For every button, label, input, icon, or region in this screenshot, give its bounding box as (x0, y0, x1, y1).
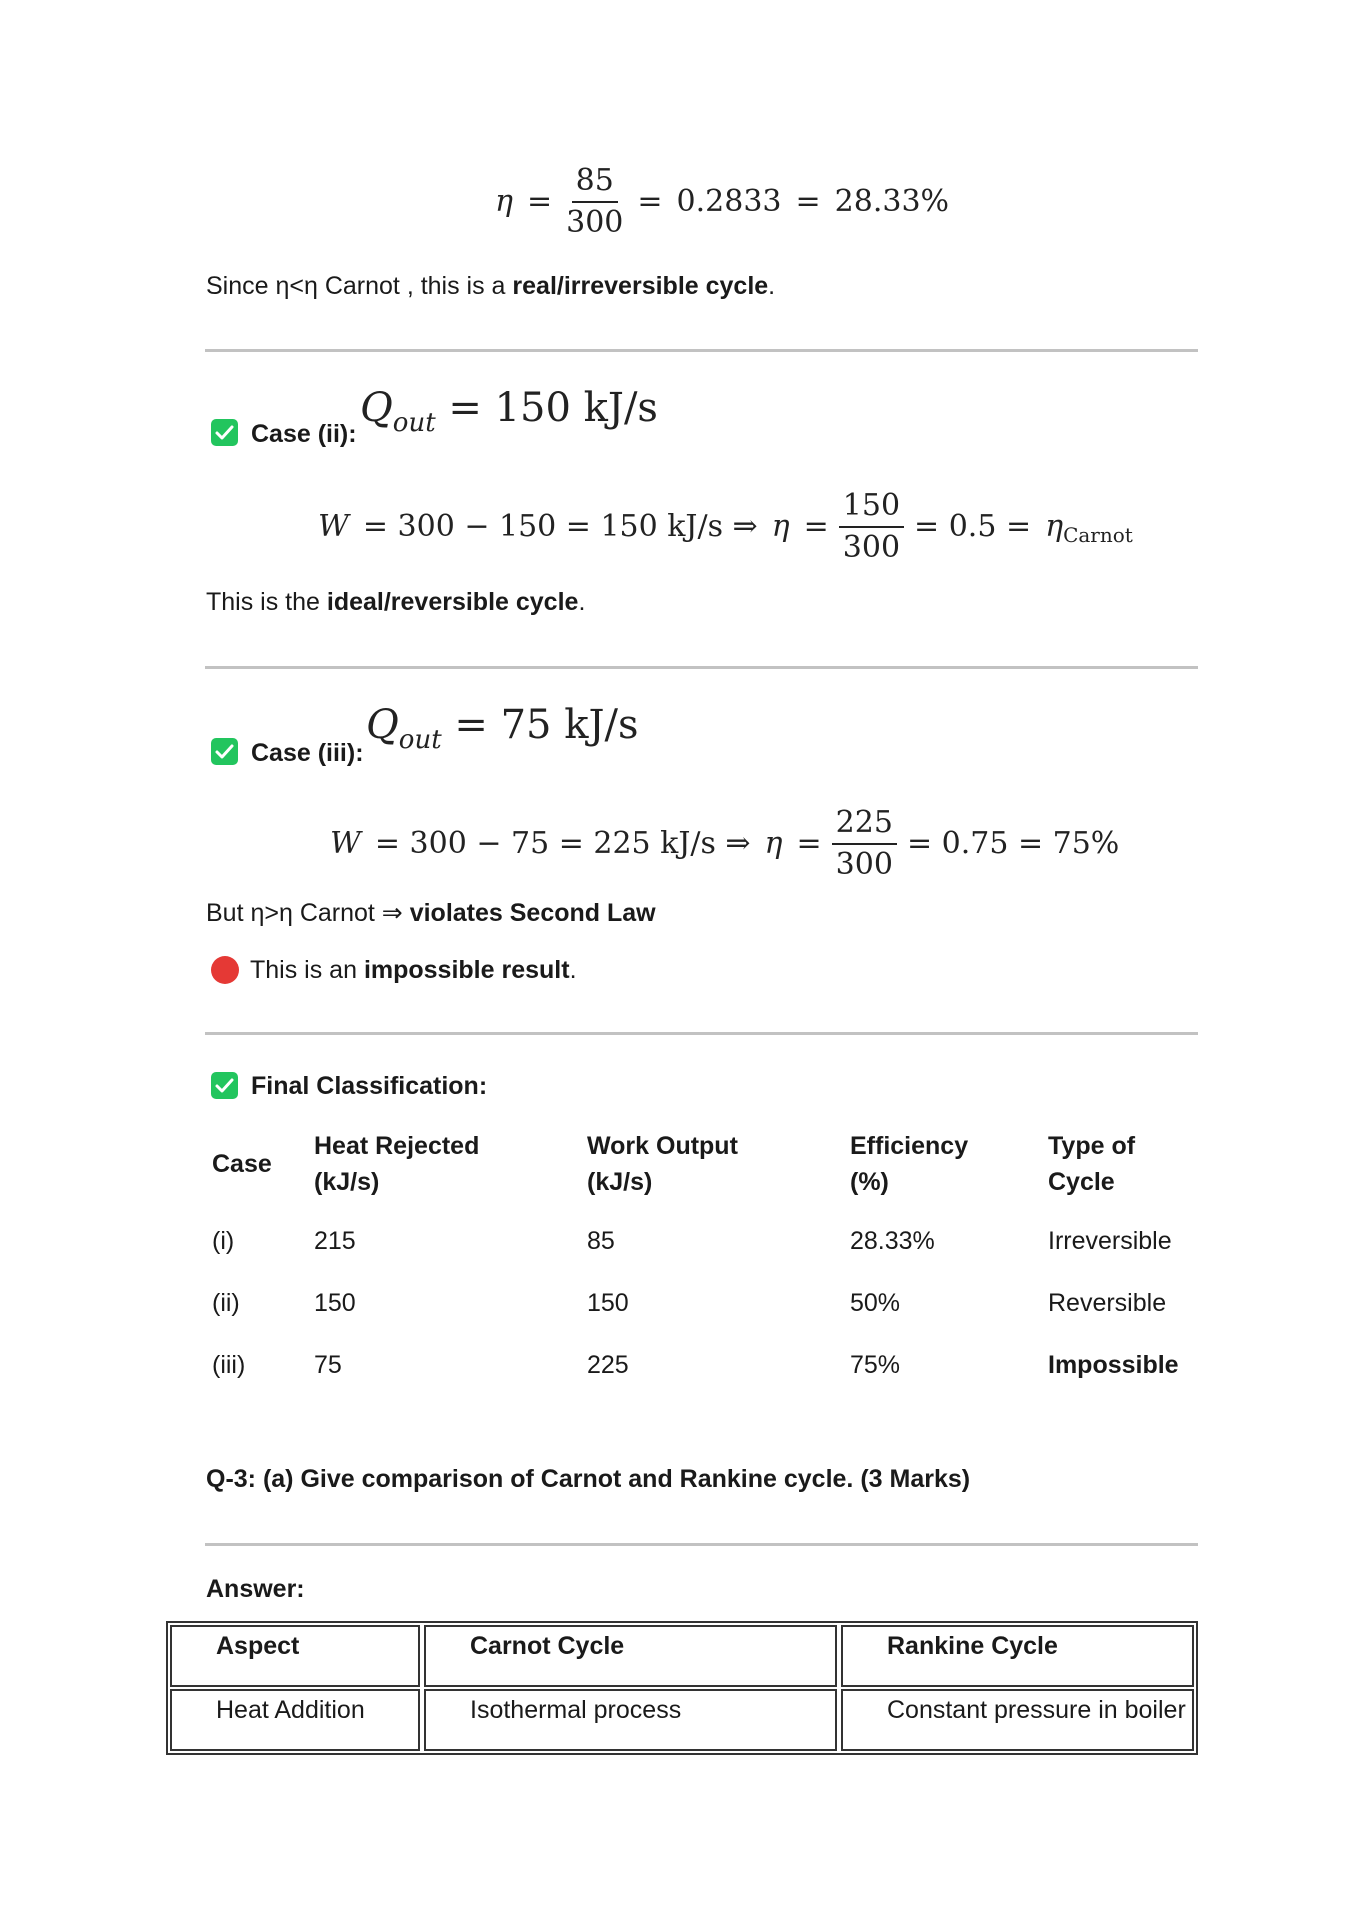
cell-text: Heat Addition (216, 1696, 365, 1724)
cell-text: Constant pressure in boiler (887, 1696, 1186, 1724)
header-line: Work Output (587, 1132, 738, 1160)
cell-efficiency: 75% (850, 1351, 901, 1379)
efficiency-result: = 0.75 = 75% (906, 826, 1120, 861)
q-subscript: out (392, 408, 436, 438)
header-line: Efficiency (850, 1132, 969, 1160)
q-symbol: Q (360, 385, 393, 431)
divider (205, 349, 1198, 352)
header-carnot-cycle (424, 1625, 837, 1687)
efficiency-decimal: 0.2833 (676, 184, 782, 219)
q-value: = 150 kJ/s (448, 385, 658, 431)
cell-text: Isothermal process (470, 1696, 682, 1724)
divider (205, 666, 1198, 669)
denominator: 300 (842, 529, 901, 565)
answer-label: Answer: (206, 1575, 305, 1603)
cell-heat: 75 (314, 1351, 342, 1379)
eta-symbol: η (1045, 509, 1064, 544)
case-iii-label: Case (iii): (251, 739, 364, 767)
cell-efficiency: 28.33% (850, 1227, 935, 1255)
cell-type: Impossible (1048, 1351, 1179, 1379)
cell-rankine (841, 1689, 1194, 1751)
cell-case: (ii) (212, 1289, 240, 1317)
header-line: (kJ/s) (314, 1168, 380, 1196)
divider (205, 1543, 1198, 1546)
q-out-case-iii (366, 702, 639, 755)
period: . (768, 272, 776, 300)
q-symbol: Q (366, 702, 399, 748)
equals-sign: = (803, 509, 829, 544)
denominator: 300 (835, 846, 893, 882)
numerator: 150 (839, 490, 904, 528)
cell-work: 225 (587, 1351, 629, 1379)
question-heading: Q-3: (a) Give comparison of Carnot and Rankine cycle. (3 Marks) (206, 1465, 971, 1493)
work-symbol: W (318, 509, 349, 544)
header-rankine-cycle (841, 1625, 1194, 1687)
header-case: Case (212, 1150, 272, 1178)
eta-symbol: η (495, 184, 513, 219)
work-calculation: = 300 − 75 = 225 kJ/s ⇒ (374, 826, 751, 861)
note-emphasis: impossible result (363, 956, 570, 984)
case-ii-label: Case (ii): (251, 420, 357, 448)
period: . (578, 588, 586, 616)
header-line: (kJ/s) (587, 1168, 653, 1196)
efficiency-result: = 0.5 = (914, 509, 1032, 544)
cell-case: (i) (212, 1227, 235, 1255)
denominator: 300 (566, 204, 624, 240)
cell-heat: 215 (314, 1227, 356, 1255)
cell-heat: 150 (314, 1289, 356, 1317)
header-line: Cycle (1048, 1168, 1115, 1196)
period: . (569, 956, 577, 984)
header-line: Heat Rejected (314, 1132, 480, 1160)
impossible-note (250, 956, 577, 985)
efficiency-percent: 28.33% (834, 184, 950, 219)
q-out-case-ii (360, 385, 658, 438)
final-classification-title: Final Classification: (251, 1072, 488, 1100)
numerator: 225 (832, 807, 897, 845)
case-ii-conclusion (206, 588, 585, 617)
fraction (839, 490, 904, 563)
cell-type: Irreversible (1048, 1227, 1172, 1255)
checkmark-icon (211, 419, 238, 446)
eta-symbol: η (764, 826, 783, 861)
q-subscript: out (398, 725, 442, 755)
header-line: Type of (1048, 1132, 1136, 1160)
header-work-output (587, 1128, 738, 1200)
cell-text: Aspect (216, 1632, 300, 1660)
efficiency-equation-case-i (495, 165, 949, 238)
cell-work: 150 (587, 1289, 629, 1317)
cell-carnot (424, 1689, 837, 1751)
red-circle-icon (211, 956, 239, 984)
checkmark-icon (211, 1072, 238, 1099)
work-symbol: W (330, 826, 361, 861)
header-efficiency (850, 1128, 968, 1200)
carnot-subscript: Carnot (1063, 522, 1133, 547)
conclusion-text: This is the (206, 588, 327, 616)
cell-type: Reversible (1048, 1289, 1167, 1317)
fraction (832, 807, 897, 880)
eta-symbol: η (771, 509, 790, 544)
equals-sign: = (526, 184, 553, 219)
cell-work: 85 (587, 1227, 615, 1255)
cell-text: Rankine Cycle (887, 1632, 1058, 1660)
equals-sign: = (637, 184, 663, 219)
header-line: (%) (850, 1168, 889, 1196)
checkmark-icon (211, 738, 238, 765)
work-equation-case-ii (318, 490, 1133, 563)
header-aspect (170, 1625, 420, 1687)
work-equation-case-iii (330, 807, 1119, 880)
equals-sign: = (796, 826, 822, 861)
numerator: 85 (572, 165, 618, 203)
equals-sign: = (795, 184, 821, 219)
note-text: But η>η Carnot ⇒ (206, 899, 410, 927)
conclusion-emphasis: real/irreversible cycle (512, 272, 769, 300)
case-i-conclusion (206, 272, 775, 301)
conclusion-text: Since η<η Carnot , this is a (206, 272, 513, 300)
comparison-table (166, 1621, 1198, 1755)
note-text: This is an (250, 956, 364, 984)
note-emphasis: violates Second Law (409, 899, 656, 927)
second-law-note (206, 898, 656, 928)
fraction (562, 165, 627, 238)
cell-aspect (170, 1689, 420, 1751)
q-value: = 75 kJ/s (454, 702, 639, 748)
conclusion-emphasis: ideal/reversible cycle (326, 588, 579, 616)
work-calculation: = 300 − 150 = 150 kJ/s ⇒ (362, 509, 758, 544)
header-heat-rejected (314, 1128, 479, 1200)
cell-case: (iii) (212, 1351, 246, 1379)
divider (205, 1032, 1198, 1035)
cell-efficiency: 50% (850, 1289, 901, 1317)
cell-text: Carnot Cycle (470, 1632, 625, 1660)
header-type-of-cycle (1048, 1128, 1135, 1200)
